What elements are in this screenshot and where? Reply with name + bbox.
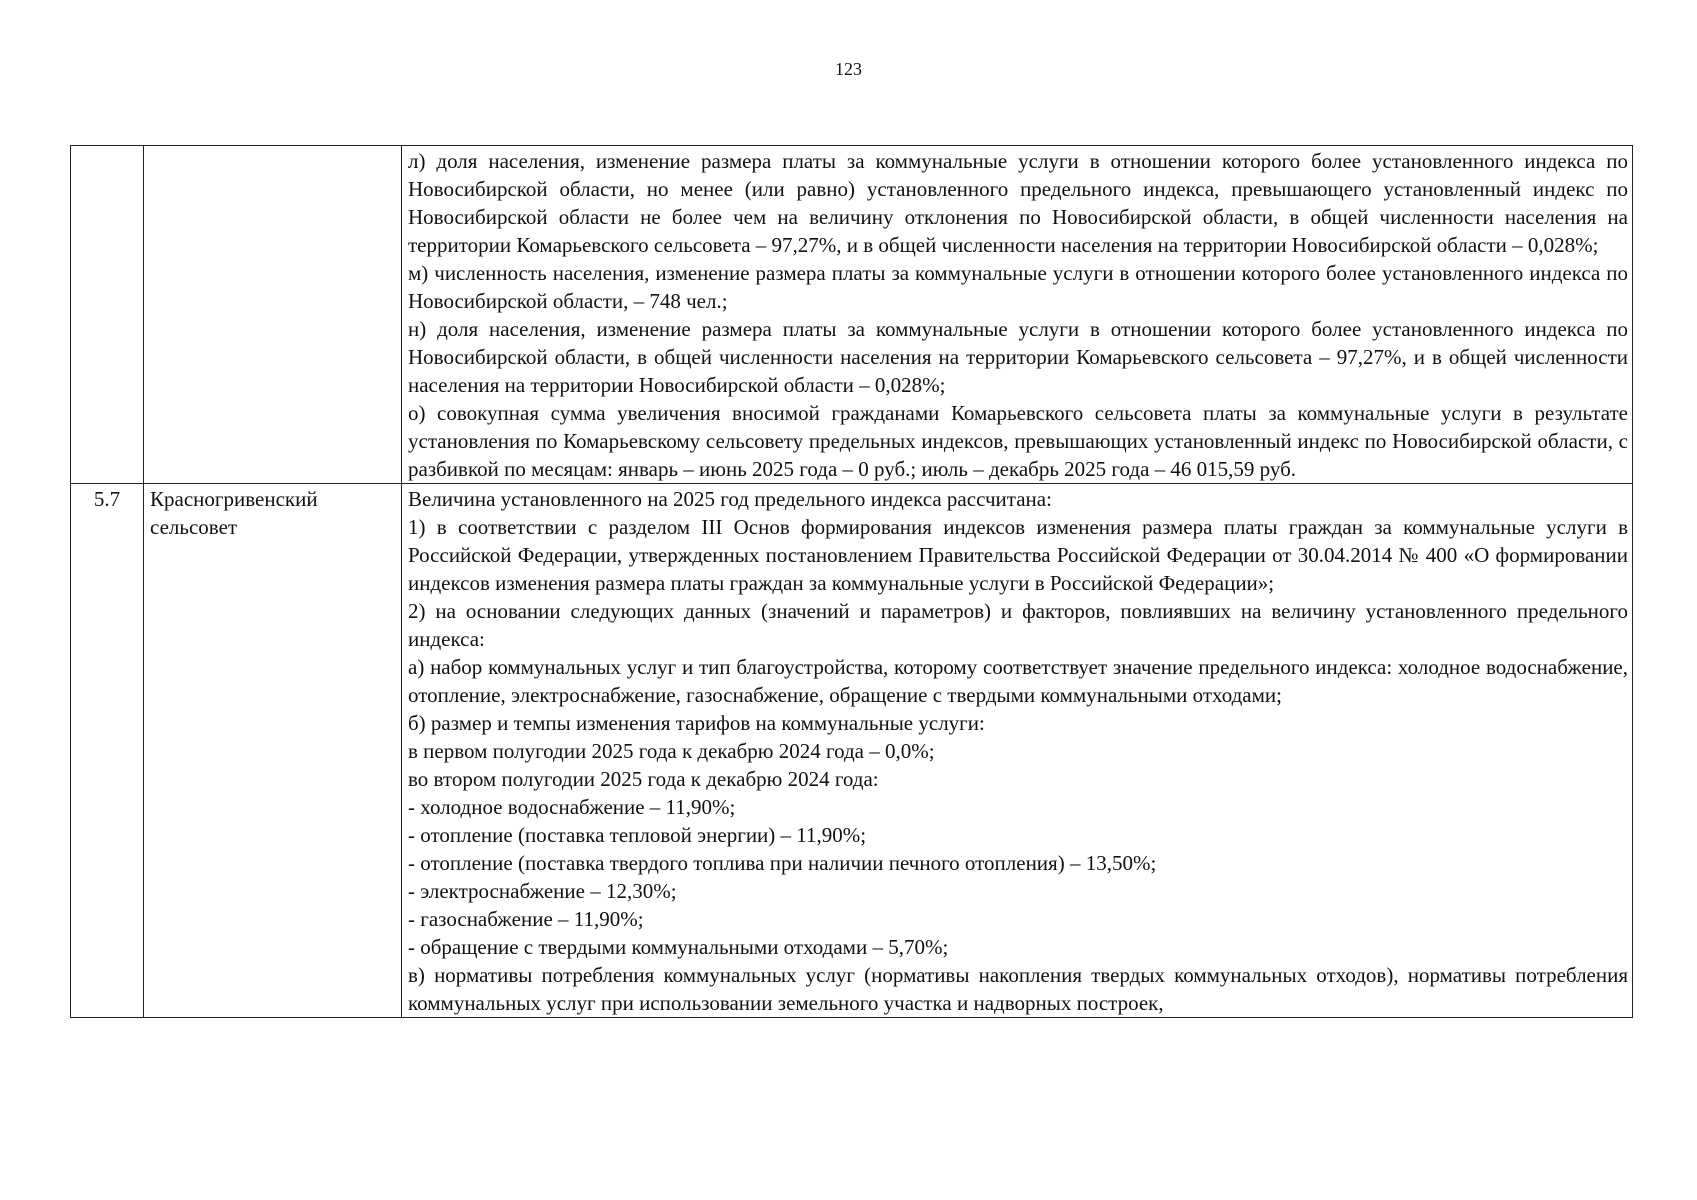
paragraph: б) размер и темпы изменения тарифов на коммунальные услуги:: [408, 711, 985, 735]
paragraph: а) набор коммунальных услуг и тип благоустройства, которому соответствует значение предельного индекса: холодное водоснабжение, отопление, электроснабжение, газоснабжение, обращение с твердыми коммунальными отходами;: [408, 655, 1628, 707]
page-number: 123: [835, 59, 862, 79]
row-name-cell: [144, 146, 402, 484]
paragraph: - газоснабжение – 11,90%;: [408, 907, 644, 931]
paragraph: в) нормативы потребления коммунальных услуг (нормативы накопления твердых коммунальных отходов), нормативы потребления коммунальных услуг при использовании земельного участка и надворных построек,: [408, 963, 1628, 1015]
paragraph: Величина установленного на 2025 год предельного индекса рассчитана:: [408, 487, 1052, 511]
table-row: [71, 146, 1633, 484]
paragraph: - электроснабжение – 12,30%;: [408, 879, 677, 903]
paragraph: 1) в соответствии с разделом III Основ формирования индексов изменения размера платы граждан за коммунальные услуги в Российской Федерации, утвержденных постановлением Правительства Российской Федерации от 30.04.2014 № 400 «О формировании индексов изменения размера платы граждан за коммунальные услуги в Российской Федерации»;: [408, 515, 1628, 595]
paragraph: в первом полугодии 2025 года к декабрю 2024 года – 0,0%;: [408, 739, 935, 763]
paragraph: н) доля населения, изменение размера платы за коммунальные услуги в отношении которого более установленного индекса по Новосибирской области, в общей численности населения на территории Комарьевского сельсовета – 97,27%, и в общей численности населения на территории Новосибирской области – 0,028%;: [408, 317, 1628, 397]
row-number-cell: [71, 146, 144, 484]
paragraph: - обращение с твердыми коммунальными отходами – 5,70%;: [408, 935, 949, 959]
paragraph: 2) на основании следующих данных (значений и параметров) и факторов, повлиявших на величину установленного предельного индекса:: [408, 599, 1628, 651]
document-table: [70, 145, 1633, 1018]
paragraph: - отопление (поставка твердого топлива при наличии печного отопления) – 13,50%;: [408, 851, 1157, 875]
paragraph: - холодное водоснабжение – 11,90%;: [408, 795, 736, 819]
table-row: [71, 484, 1633, 1018]
row-number-cell: 5.7: [71, 484, 144, 1018]
paragraph: - отопление (поставка тепловой энергии) – 11,90%;: [408, 823, 867, 847]
paragraph: м) численность населения, изменение размера платы за коммунальные услуги в отношении которого более установленного индекса по Новосибирской области, – 748 чел.;: [408, 261, 1628, 313]
row-name-cell: Красногривенский сельсовет: [144, 484, 402, 1018]
paragraph: о) совокупная сумма увеличения вносимой гражданами Комарьевского сельсовета платы за коммунальные услуги в результате установления по Комарьевскому сельсовету предельных индексов, превышающих установленный индекс по Новосибирской области, с разбивкой по месяцам: январь – июнь 2025 года – 0 руб.; июль – декабрь 2025 года – 46 015,59 руб.: [408, 401, 1628, 481]
row-text-cell: [402, 484, 1633, 1018]
paragraph: л) доля населения, изменение размера платы за коммунальные услуги в отношении которого более установленного индекса по Новосибирской области, но менее (или равно) установленного предельного индекса, превышающего установленный индекс по Новосибирской области не более чем на величину отклонения по Новосибирской области, в общей численности населения на территории Комарьевского сельсовета – 97,27%, и в общей численности населения на территории Новосибирской области – 0,028%;: [408, 149, 1628, 257]
row-text-cell: [402, 146, 1633, 484]
paragraph: во втором полугодии 2025 года к декабрю 2024 года:: [408, 767, 879, 791]
